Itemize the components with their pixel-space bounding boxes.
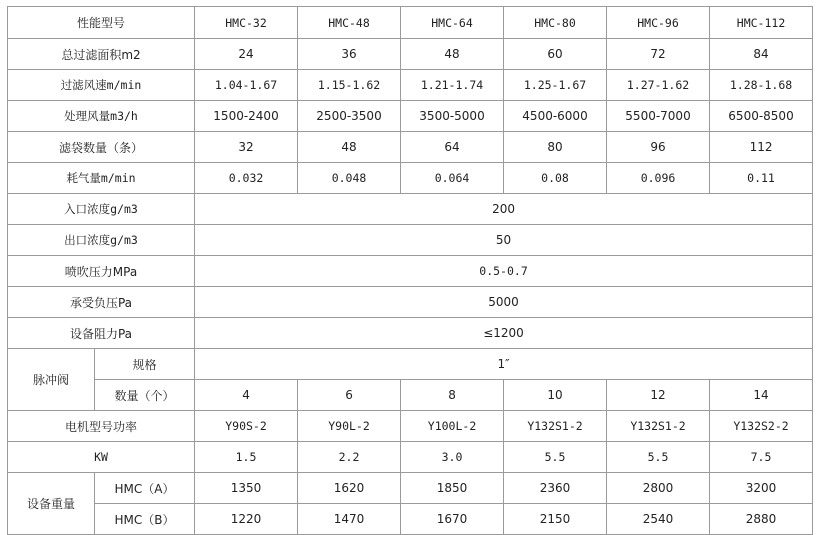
merged-value-cell: ≤1200 (195, 318, 813, 349)
value-cell: 48 (401, 39, 504, 70)
value-cell: 1850 (401, 473, 504, 504)
value-cell: 0.11 (710, 163, 813, 194)
header-label: 性能型号 (8, 7, 195, 39)
row-label: 数量（个） (95, 380, 195, 411)
value-cell: 48 (298, 132, 401, 163)
value-cell: 6 (298, 380, 401, 411)
value-cell: 0.048 (298, 163, 401, 194)
value-cell: 112 (710, 132, 813, 163)
value-cell: 1670 (401, 504, 504, 535)
value-cell: 5500-7000 (607, 101, 710, 132)
row-label: 承受负压Pa (8, 287, 195, 318)
value-cell: 72 (607, 39, 710, 70)
model-cell: HMC-64 (401, 7, 504, 39)
value-cell: 32 (195, 132, 298, 163)
value-cell: 1620 (298, 473, 401, 504)
value-cell: Y132S1-2 (607, 411, 710, 442)
value-cell: 1350 (195, 473, 298, 504)
filter-speed-row (8, 70, 813, 101)
value-cell: 2500-3500 (298, 101, 401, 132)
blow-pressure-row (8, 256, 813, 287)
value-cell: 0.064 (401, 163, 504, 194)
inlet-concentration-row (8, 194, 813, 225)
filter-area-row (8, 39, 813, 70)
merged-value-cell: 0.5-0.7 (195, 256, 813, 287)
row-label: 过滤风速m/min (8, 70, 195, 101)
model-cell: HMC-96 (607, 7, 710, 39)
pulse-valve-label: 脉冲阀 (8, 349, 95, 411)
model-cell: HMC-48 (298, 7, 401, 39)
row-label: 规格 (95, 349, 195, 380)
bag-count-row (8, 132, 813, 163)
value-cell: 60 (504, 39, 607, 70)
row-label: 设备阻力Pa (8, 318, 195, 349)
spec-table (7, 6, 813, 535)
row-label: 滤袋数量（条） (8, 132, 195, 163)
value-cell: 1.28-1.68 (710, 70, 813, 101)
model-cell: HMC-112 (710, 7, 813, 39)
value-cell: 1.15-1.62 (298, 70, 401, 101)
value-cell: 3500-5000 (401, 101, 504, 132)
motor-power-row (8, 442, 813, 473)
value-cell: 2880 (710, 504, 813, 535)
value-cell: 0.096 (607, 163, 710, 194)
outlet-concentration-row (8, 225, 813, 256)
value-cell: Y132S2-2 (710, 411, 813, 442)
value-cell: 80 (504, 132, 607, 163)
value-cell: 5.5 (504, 442, 607, 473)
row-label: KW (8, 442, 195, 473)
value-cell: Y90L-2 (298, 411, 401, 442)
value-cell: 1.27-1.62 (607, 70, 710, 101)
value-cell: 1.21-1.74 (401, 70, 504, 101)
value-cell: 1220 (195, 504, 298, 535)
value-cell: 0.032 (195, 163, 298, 194)
row-label: 电机型号功率 (8, 411, 195, 442)
value-cell: 24 (195, 39, 298, 70)
merged-value-cell: 5000 (195, 287, 813, 318)
model-cell: HMC-32 (195, 7, 298, 39)
row-label: 总过滤面积m2 (8, 39, 195, 70)
value-cell: 14 (710, 380, 813, 411)
value-cell: 84 (710, 39, 813, 70)
air-volume-row (8, 101, 813, 132)
air-consumption-row (8, 163, 813, 194)
row-label: HMC（A） (95, 473, 195, 504)
merged-value-cell: 1″ (195, 349, 813, 380)
value-cell: Y132S1-2 (504, 411, 607, 442)
resistance-row (8, 318, 813, 349)
value-cell: 1470 (298, 504, 401, 535)
value-cell: 4 (195, 380, 298, 411)
row-label: 喷吹压力MPa (8, 256, 195, 287)
row-label: 耗气量m/min (8, 163, 195, 194)
value-cell: 2150 (504, 504, 607, 535)
value-cell: 64 (401, 132, 504, 163)
value-cell: 1500-2400 (195, 101, 298, 132)
motor-model-row (8, 411, 813, 442)
value-cell: 1.04-1.67 (195, 70, 298, 101)
header-row (8, 7, 813, 39)
row-label: HMC（B） (95, 504, 195, 535)
value-cell: 2.2 (298, 442, 401, 473)
value-cell: 7.5 (710, 442, 813, 473)
weight-label: 设备重量 (8, 473, 95, 535)
negative-pressure-row (8, 287, 813, 318)
row-label: 处理风量m3/h (8, 101, 195, 132)
weight-b-row (8, 504, 813, 535)
value-cell: 3.0 (401, 442, 504, 473)
weight-a-row (8, 473, 813, 504)
value-cell: 96 (607, 132, 710, 163)
value-cell: 2540 (607, 504, 710, 535)
pulse-valve-spec-row (8, 349, 813, 380)
row-label: 入口浓度g/m3 (8, 194, 195, 225)
value-cell: 36 (298, 39, 401, 70)
row-label: 出口浓度g/m3 (8, 225, 195, 256)
value-cell: 1.25-1.67 (504, 70, 607, 101)
value-cell: 5.5 (607, 442, 710, 473)
merged-value-cell: 200 (195, 194, 813, 225)
merged-value-cell: 50 (195, 225, 813, 256)
value-cell: 1.5 (195, 442, 298, 473)
value-cell: 12 (607, 380, 710, 411)
value-cell: 3200 (710, 473, 813, 504)
model-cell: HMC-80 (504, 7, 607, 39)
value-cell: 0.08 (504, 163, 607, 194)
value-cell: 6500-8500 (710, 101, 813, 132)
value-cell: Y90S-2 (195, 411, 298, 442)
value-cell: 8 (401, 380, 504, 411)
value-cell: 10 (504, 380, 607, 411)
value-cell: Y100L-2 (401, 411, 504, 442)
value-cell: 2360 (504, 473, 607, 504)
value-cell: 4500-6000 (504, 101, 607, 132)
value-cell: 2800 (607, 473, 710, 504)
pulse-valve-quantity-row (8, 380, 813, 411)
